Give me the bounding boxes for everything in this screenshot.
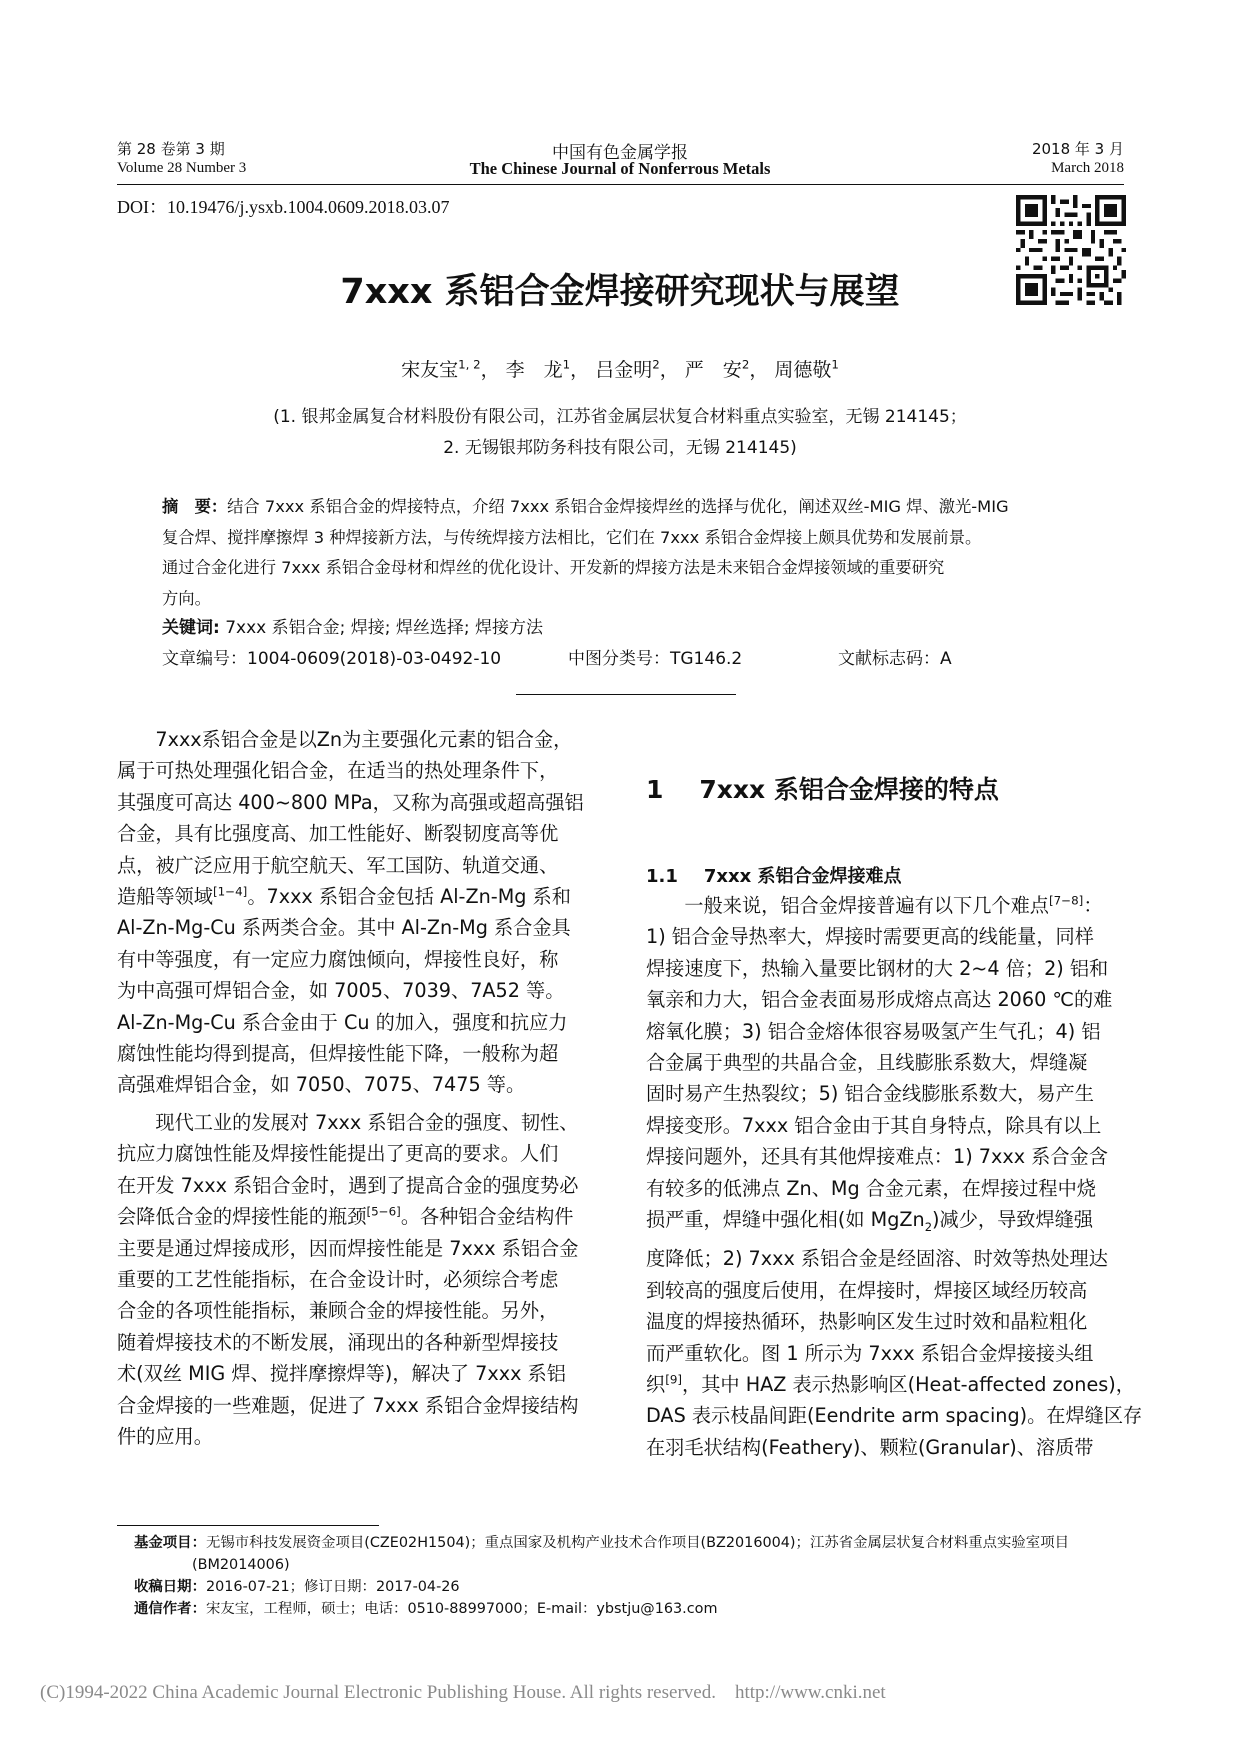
paragraph-line: 温度的焊接热循环，热影响区发生过时效和晶粒粗化: [646, 1310, 1088, 1334]
fund-text-2: (BM2014006): [192, 1557, 290, 1573]
abstract: [162, 492, 1092, 614]
paragraph-line: 随着焊接技术的不断发展，涌现出的各种新型焊接技: [117, 1330, 559, 1354]
author-name: 周德敬: [774, 359, 832, 381]
author-affiliation: 1: [562, 357, 571, 372]
copyright-notice: (C)1994-2022 China Academic Journal Electronic Publishing House. All rights reserved. http://www.cnki.net: [40, 1682, 886, 1703]
paragraph-line: 术(双丝 MIG 焊、搅拌摩擦焊等)，解决了 7xxx 系铝: [117, 1362, 566, 1386]
document-code: 文献标志码：A: [838, 649, 952, 669]
abstract-line: 通过合金化进行 7xxx 系铝合金母材和焊丝的优化设计、开发新的焊接方法是未来铝合金焊接领域的重要研究: [162, 558, 945, 577]
citation[interactable]: [5−6]: [366, 1204, 401, 1219]
volume-en: Volume 28 Number 3: [117, 160, 247, 176]
paragraph-line: 7xxx系铝合金是以Zn为主要强化元素的铝合金，: [155, 728, 573, 751]
fund-label: 基金项目：: [134, 1535, 206, 1551]
abstract-line: 复合焊、搅拌摩擦焊 3 种焊接新方法，与传统焊接方法相比，它们在 7xxx 系铝合金焊接上颇具优势和发展前景。: [162, 527, 982, 547]
article-number: 文章编号：1004-0609(2018)-03-0492-10: [162, 649, 502, 669]
paragraph-line: 会降低合金的焊接性能的瓶颈[5−6]。各种铝合金结构件: [117, 1204, 574, 1229]
paragraph-line: 属于可热处理强化铝合金，在适当的热处理条件下，: [117, 759, 559, 783]
paragraph-line: 氧亲和力大，铝合金表面易形成熔点高达 2060 ℃的难: [646, 988, 1113, 1012]
volume-cn: 第 28 卷第 3 期: [117, 140, 225, 158]
paragraph-line: 现代工业的发展对 7xxx 系铝合金的强度、韧性、: [155, 1110, 579, 1134]
section-title: 7xxx 系铝合金焊接的特点: [699, 775, 999, 804]
paragraph-line: 合金，具有比强度高、加工性能好、断裂韧度高等优: [117, 822, 559, 846]
right-column: [646, 890, 1143, 1463]
footnote-rule: [117, 1525, 379, 1526]
journal-en: The Chinese Journal of Nonferrous Metals: [469, 159, 771, 178]
subsection-heading: [646, 862, 902, 888]
left-column: [117, 724, 617, 1452]
paragraph-line: 重要的工艺性能指标，在合金设计时，必须综合考虑: [117, 1267, 559, 1291]
author-list: 宋友宝$^{1, 2}$， 李 龙$^1$， 吕金明$^2$， 严 安$^2$， 周德敬$^1$: [401, 357, 839, 381]
author-name: 严 安: [684, 359, 742, 381]
contact-label: 通信作者：: [134, 1601, 206, 1617]
paragraph-line: 抗应力腐蚀性能及焊接性能提出了更高的要求。人们: [117, 1142, 559, 1166]
paragraph-line: DAS 表示枝晶间距(Eendrite arm spacing)。在焊缝区存: [646, 1404, 1143, 1428]
paragraph-line: 点，被广泛应用于航空航天、军工国防、轨道交通、: [117, 853, 559, 877]
author-affiliation: 1: [831, 357, 839, 372]
paragraph-line: 熔氧化膜；3) 铝合金熔体很容易吸氢产生气孔；4) 铝: [646, 1019, 1101, 1043]
author-affiliation: 2: [741, 357, 750, 372]
subsection-title: 7xxx 系铝合金焊接难点: [703, 866, 902, 887]
citation[interactable]: [7−8]: [1048, 893, 1084, 908]
paragraph-line: 高强难焊铝合金，如 7050、7075、7475 等。: [117, 1073, 526, 1097]
date-en: March 2018: [1051, 160, 1124, 176]
paragraph-line: 主要是通过焊接成形，因而焊接性能是 7xxx 系铝合金: [117, 1236, 579, 1260]
author-affiliation: 2: [652, 357, 660, 372]
received-label: 收稿日期：: [134, 1579, 206, 1595]
paragraph-line: 造船等领域[1−4]。7xxx 系铝合金包括 Al-Zn-Mg 系和: [117, 884, 571, 909]
paragraph-line: 1) 铝合金导热率大，焊接时需要更高的线能量，同样: [646, 925, 1094, 949]
paragraph-line: 为中高强可焊铝合金，如 7005、7039、7A52 等。: [117, 979, 565, 1003]
paragraph-line: 有中等强度，有一定应力腐蚀倾向，焊接性良好，称: [117, 947, 559, 971]
paragraph-line: Al-Zn-Mg-Cu 系两类合金。其中 Al-Zn-Mg 系合金具: [117, 916, 571, 940]
paragraph-line: 焊接变形。7xxx 铝合金由于其自身特点，除具有以上: [646, 1113, 1102, 1137]
date-cn: 2018 年 3 月: [1031, 140, 1124, 158]
paragraph-line: 合金属于典型的共晶合金，且线膨胀系数大，焊缝凝: [646, 1051, 1088, 1075]
paragraph-line: 在开发 7xxx 系铝合金时，遇到了提高合金的强度势必: [117, 1173, 579, 1197]
citation[interactable]: [9]: [665, 1372, 683, 1387]
section-number: 1: [646, 775, 664, 804]
received-text: 2016-07-21；修订日期：2017-04-26: [205, 1579, 460, 1595]
author-name: 吕金明: [595, 359, 653, 381]
article-title: 7xxx 系铝合金焊接研究现状与展望: [340, 272, 900, 312]
abstract-line: 方向。: [162, 588, 211, 608]
paragraph-line: 合金的各项性能指标，兼顾合金的焊接性能。另外，: [117, 1299, 559, 1323]
affiliation-2: 2. 无锡银邦防务科技有限公司，无锡 214145): [443, 438, 797, 458]
paragraph-line: 损严重，焊缝中强化相(如 MgZn$_2$)减少，导致焊缝强: [646, 1208, 1094, 1234]
subsection-number: 1.1: [646, 866, 678, 887]
footnotes: [134, 1532, 1124, 1620]
header-rule: [117, 184, 1124, 185]
paragraph-line: 焊接问题外，还具有其他焊接难点：1) 7xxx 系合金含: [646, 1145, 1108, 1169]
affiliation-1: (1. 银邦金属复合材料股份有限公司，江苏省金属层状复合材料重点实验室，无锡 214145；: [273, 407, 967, 427]
section-heading: [646, 770, 999, 806]
paragraph-line: 而严重软化。图 1 所示为 7xxx 系铝合金焊接接头组: [646, 1341, 1094, 1365]
citation[interactable]: [1−4]: [212, 884, 248, 899]
author-affiliation: 1, 2: [458, 357, 481, 372]
keywords-text: 7xxx 系铝合金; 焊接; 焊丝选择; 焊接方法: [225, 618, 544, 638]
paragraph-line: 固时易产生热裂纹；5) 铝合金线膨胀系数大，易产生: [646, 1082, 1094, 1106]
paragraph-line: 织[9]，其中 HAZ 表示热影响区(Heat-affected zones)，: [646, 1372, 1135, 1396]
author-name: 李 龙: [505, 359, 563, 381]
paragraph-line: 焊接速度下，热输入量要比钢材的大 2~4 倍；2) 铝和: [646, 956, 1109, 980]
paragraph-line: 合金焊接的一些难题，促进了 7xxx 系铝合金焊接结构: [117, 1393, 579, 1417]
fund-text: 无锡市科技发展资金项目(CZE02H1504)；重点国家及机构产业技术合作项目(BZ2016004)；江苏省金属层状复合材料重点实验室项目: [205, 1535, 1069, 1551]
paragraph-line: 一般来说，铝合金焊接普遍有以下几个难点[7−8]：: [684, 893, 1103, 917]
paragraph-line: 在羽毛状结构(Feathery)、颗粒(Granular)、溶质带: [646, 1435, 1094, 1459]
journal-cn: 中国有色金属学报: [552, 143, 688, 163]
abstract-divider: [516, 694, 736, 695]
paragraph-line: Al-Zn-Mg-Cu 系合金由于 Cu 的加入，强度和抗应力: [117, 1010, 568, 1034]
keywords: [162, 617, 543, 639]
abstract-label: 摘 要：: [162, 497, 228, 516]
author-name: 宋友宝: [401, 359, 459, 381]
keywords-label: 关键词:: [162, 618, 220, 638]
contact-text: 宋友宝，工程师，硕士；电话：0510-88997000；E-mail：ybstju@163.com: [205, 1601, 718, 1617]
paragraph-line: 其强度可高达 400~800 MPa，又称为高强或超高强铝: [117, 790, 584, 814]
paragraph-line: 腐蚀性能均得到提高，但焊接性能下降，一般称为超: [117, 1042, 559, 1066]
doi: DOI：10.19476/j.ysxb.1004.0609.2018.03.07: [117, 197, 450, 217]
abstract-line: 结合 7xxx 系铝合金的焊接特点，介绍 7xxx 系铝合金焊接焊丝的选择与优化，阐述双丝-MIG 焊、激光-MIG: [227, 497, 1009, 516]
paragraph-line: 度降低；2) 7xxx 系铝合金是经固溶、时效等热处理达: [646, 1247, 1108, 1271]
paragraph-line: 件的应用。: [117, 1424, 213, 1448]
paragraph-line: 有较多的低沸点 Zn、Mg 合金元素，在焊接过程中烧: [646, 1176, 1096, 1200]
paragraph-line: 到较高的强度后使用，在焊接时，焊接区域经历较高: [646, 1278, 1088, 1302]
clc-number: 中图分类号：TG146.2: [568, 649, 743, 669]
